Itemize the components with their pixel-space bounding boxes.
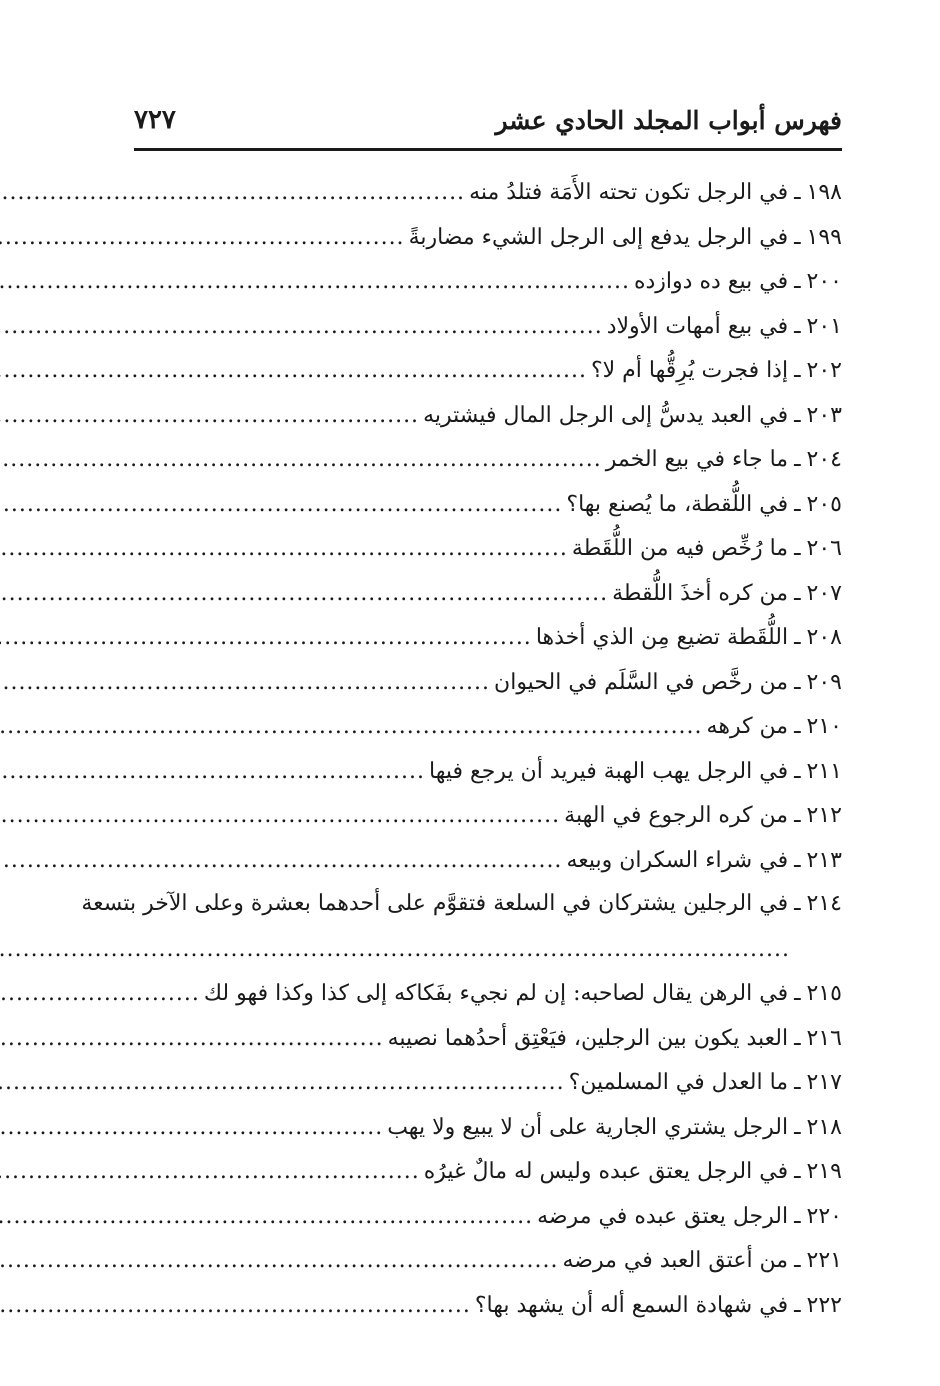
header-page-number: ٧٢٧ bbox=[134, 105, 176, 135]
entry-dash: ـ bbox=[794, 891, 801, 916]
leader-dots bbox=[0, 705, 703, 750]
entry-dash: ـ bbox=[794, 402, 801, 428]
entry-dash: ـ bbox=[794, 180, 801, 205]
entry-title: من أعتق العبد في مرضه bbox=[562, 1248, 789, 1273]
entry-dash: ـ bbox=[794, 625, 801, 650]
toc-entry bbox=[134, 615, 842, 660]
toc-entry bbox=[134, 571, 842, 616]
toc-entry bbox=[134, 1016, 842, 1061]
entry-title: إذا فجرت يُرِقُّها أم لا؟ bbox=[590, 358, 789, 383]
entry-title: ما رُخِّص فيه من اللُّقَطة bbox=[571, 536, 789, 561]
entry-number: ٢٠٦ bbox=[806, 536, 842, 561]
toc-entry bbox=[134, 1149, 842, 1194]
toc-entry bbox=[134, 793, 842, 838]
entry-dash: ـ bbox=[794, 847, 801, 873]
toc-entry bbox=[134, 304, 842, 349]
leader-dots bbox=[0, 839, 562, 884]
entry-title: في الرجل يهب الهبة فيريد أن يرجع فيها bbox=[429, 758, 789, 784]
entry-number: ٢١٣ bbox=[806, 847, 842, 873]
running-header bbox=[134, 98, 842, 142]
entry-dash: ـ bbox=[794, 1248, 801, 1273]
toc-entry bbox=[134, 1194, 842, 1239]
entry-dash: ـ bbox=[794, 536, 801, 561]
toc-entry bbox=[134, 526, 842, 571]
toc-entry bbox=[134, 482, 842, 527]
leader-dots bbox=[0, 616, 532, 661]
leader-dots bbox=[0, 572, 608, 617]
leader-dots bbox=[0, 305, 603, 350]
entry-title: في الرهن يقال لصاحبه: إن لم نجيء بفَكاكه إلى كذا وكذا فهو لك bbox=[203, 981, 789, 1006]
leader-dots bbox=[0, 349, 587, 394]
toc-entry bbox=[134, 1060, 842, 1105]
entry-number: ١٩٩ bbox=[806, 224, 842, 250]
leader-dots bbox=[0, 1284, 471, 1329]
leader-dots bbox=[0, 1061, 565, 1106]
leader-dots bbox=[0, 1239, 558, 1284]
leader-dots bbox=[0, 1106, 383, 1151]
table-of-contents bbox=[81, 170, 842, 1327]
entry-number: ١٩٨ bbox=[806, 180, 842, 205]
toc-entry bbox=[134, 704, 842, 749]
entry-number: ٢١٦ bbox=[806, 1025, 842, 1051]
entry-dash: ـ bbox=[794, 758, 801, 784]
toc-entry bbox=[134, 259, 842, 304]
toc-entry bbox=[134, 348, 842, 393]
leader-dots bbox=[0, 171, 465, 216]
leader-dots bbox=[0, 483, 562, 528]
entry-dash: ـ bbox=[794, 1025, 801, 1051]
entry-title: من كره أخذَ اللُّقطة bbox=[612, 580, 789, 606]
leader-dots bbox=[0, 216, 405, 261]
entry-title: ما العدل في المسلمين؟ bbox=[568, 1070, 789, 1095]
entry-title: العبد يكون بين الرجلين، فيَعْتِق أحدُهما نصيبه bbox=[387, 1025, 789, 1051]
entry-title: في اللُّقطة، ما يُصنع بها؟ bbox=[566, 491, 789, 517]
entry-number: ٢٠٧ bbox=[806, 580, 842, 606]
entry-number: ٢١٨ bbox=[806, 1114, 842, 1140]
leader-dots bbox=[0, 1195, 533, 1240]
entry-title: في شراء السكران وبيعه bbox=[566, 847, 789, 873]
entry-number: ٢٠٣ bbox=[806, 402, 842, 428]
entry-title: في بيع ده دوازده bbox=[633, 269, 789, 294]
entry-title: الرجل يعتق عبده في مرضه bbox=[537, 1203, 789, 1229]
leader-dots bbox=[0, 661, 490, 706]
entry-number: ٢٠٠ bbox=[806, 269, 842, 294]
entry-number: ٢٠٨ bbox=[806, 625, 842, 650]
leader-dots bbox=[0, 1017, 384, 1062]
entry-dash: ـ bbox=[794, 803, 801, 828]
entry-title: في بيع أمهات الأولاد bbox=[606, 313, 789, 339]
entry-dash: ـ bbox=[794, 224, 801, 250]
toc-entry bbox=[134, 1238, 842, 1283]
entry-dash: ـ bbox=[794, 313, 801, 339]
entry-number: ٢٢١ bbox=[806, 1248, 842, 1273]
leader-dots bbox=[0, 972, 200, 1017]
entry-number: ٢١٥ bbox=[806, 981, 842, 1006]
entry-number: ٢٠١ bbox=[806, 313, 842, 339]
entry-dash: ـ bbox=[794, 1159, 801, 1184]
entry-title: الرجل يشتري الجارية على أن لا يبيع ولا يهب bbox=[387, 1114, 789, 1140]
entry-dash: ـ bbox=[794, 1203, 801, 1229]
entry-title: في الرجل يدفع إلى الرجل الشيء مضاربةً bbox=[408, 224, 789, 250]
entry-dash: ـ bbox=[794, 1070, 801, 1095]
entry-title: من كره الرجوع في الهبة bbox=[564, 803, 789, 828]
entry-dash: ـ bbox=[794, 669, 801, 695]
toc-entry bbox=[134, 393, 842, 438]
leader-dots bbox=[0, 928, 790, 973]
entry-number: ٢١٩ bbox=[806, 1159, 842, 1184]
entry-title: اللُّقَطة تضيع مِن الذي أخذها bbox=[535, 625, 789, 650]
leader-dots bbox=[0, 1150, 420, 1195]
entry-title: في الرجل تكون تحته الأَمَة فتلدُ منه bbox=[469, 180, 789, 205]
toc-entry bbox=[134, 971, 842, 1016]
entry-title: من رخَّص في السَّلَم في الحيوان bbox=[494, 669, 789, 695]
toc-entry bbox=[134, 749, 842, 794]
leader-dots bbox=[0, 260, 630, 305]
entry-dash: ـ bbox=[794, 714, 801, 739]
entry-dash: ـ bbox=[794, 1114, 801, 1140]
header-rule bbox=[134, 148, 842, 151]
entry-number: ٢١٢ bbox=[806, 803, 842, 828]
header-title: فهرس أبواب المجلد الحادي عشر bbox=[495, 105, 842, 135]
entry-dash: ـ bbox=[794, 358, 801, 383]
entry-dash: ـ bbox=[794, 269, 801, 294]
entry-number: ٢١٧ bbox=[806, 1070, 842, 1095]
entry-title: في الرجل يعتق عبده وليس له مالٌ غيرُه bbox=[423, 1159, 789, 1184]
entry-number: ٢٢٢ bbox=[806, 1292, 842, 1318]
toc-entry bbox=[81, 882, 842, 971]
entry-number: ٢٠٢ bbox=[806, 358, 842, 383]
leader-dots bbox=[0, 750, 425, 795]
entry-title: في الرجلين يشتركان في السلعة فتقوَّم على أحدهما بعشرة وعلى الآخر بتسعة bbox=[81, 891, 789, 916]
entry-title: في العبد يدسُّ إلى الرجل المال فيشتريه bbox=[423, 402, 789, 428]
entry-number: ٢١٤ bbox=[806, 891, 842, 916]
toc-entry bbox=[134, 1105, 842, 1150]
entry-dash: ـ bbox=[794, 1292, 801, 1318]
entry-title: في شهادة السمع أله أن يشهد بها؟ bbox=[474, 1292, 789, 1318]
toc-entry bbox=[134, 170, 842, 215]
toc-entry bbox=[134, 660, 842, 705]
entry-number: ٢١٠ bbox=[806, 714, 842, 739]
leader-dots bbox=[0, 394, 419, 439]
toc-entry bbox=[134, 1283, 842, 1328]
entry-dash: ـ bbox=[794, 447, 801, 472]
leader-dots bbox=[0, 438, 602, 483]
entry-number: ٢١١ bbox=[806, 758, 842, 784]
entry-number: ٢٠٤ bbox=[806, 447, 842, 472]
toc-entry bbox=[134, 838, 842, 883]
entry-number: ٢٠٩ bbox=[806, 669, 842, 695]
entry-title: ما جاء في بيع الخمر bbox=[605, 447, 789, 472]
toc-entry bbox=[134, 215, 842, 260]
leader-dots bbox=[0, 527, 568, 572]
entry-number: ٢٠٥ bbox=[806, 491, 842, 517]
entry-dash: ـ bbox=[794, 580, 801, 606]
entry-number: ٢٢٠ bbox=[806, 1203, 842, 1229]
entry-title: من كرهه bbox=[706, 714, 789, 739]
toc-entry bbox=[134, 437, 842, 482]
leader-dots bbox=[0, 794, 560, 839]
entry-dash: ـ bbox=[794, 981, 801, 1006]
entry-dash: ـ bbox=[794, 491, 801, 517]
